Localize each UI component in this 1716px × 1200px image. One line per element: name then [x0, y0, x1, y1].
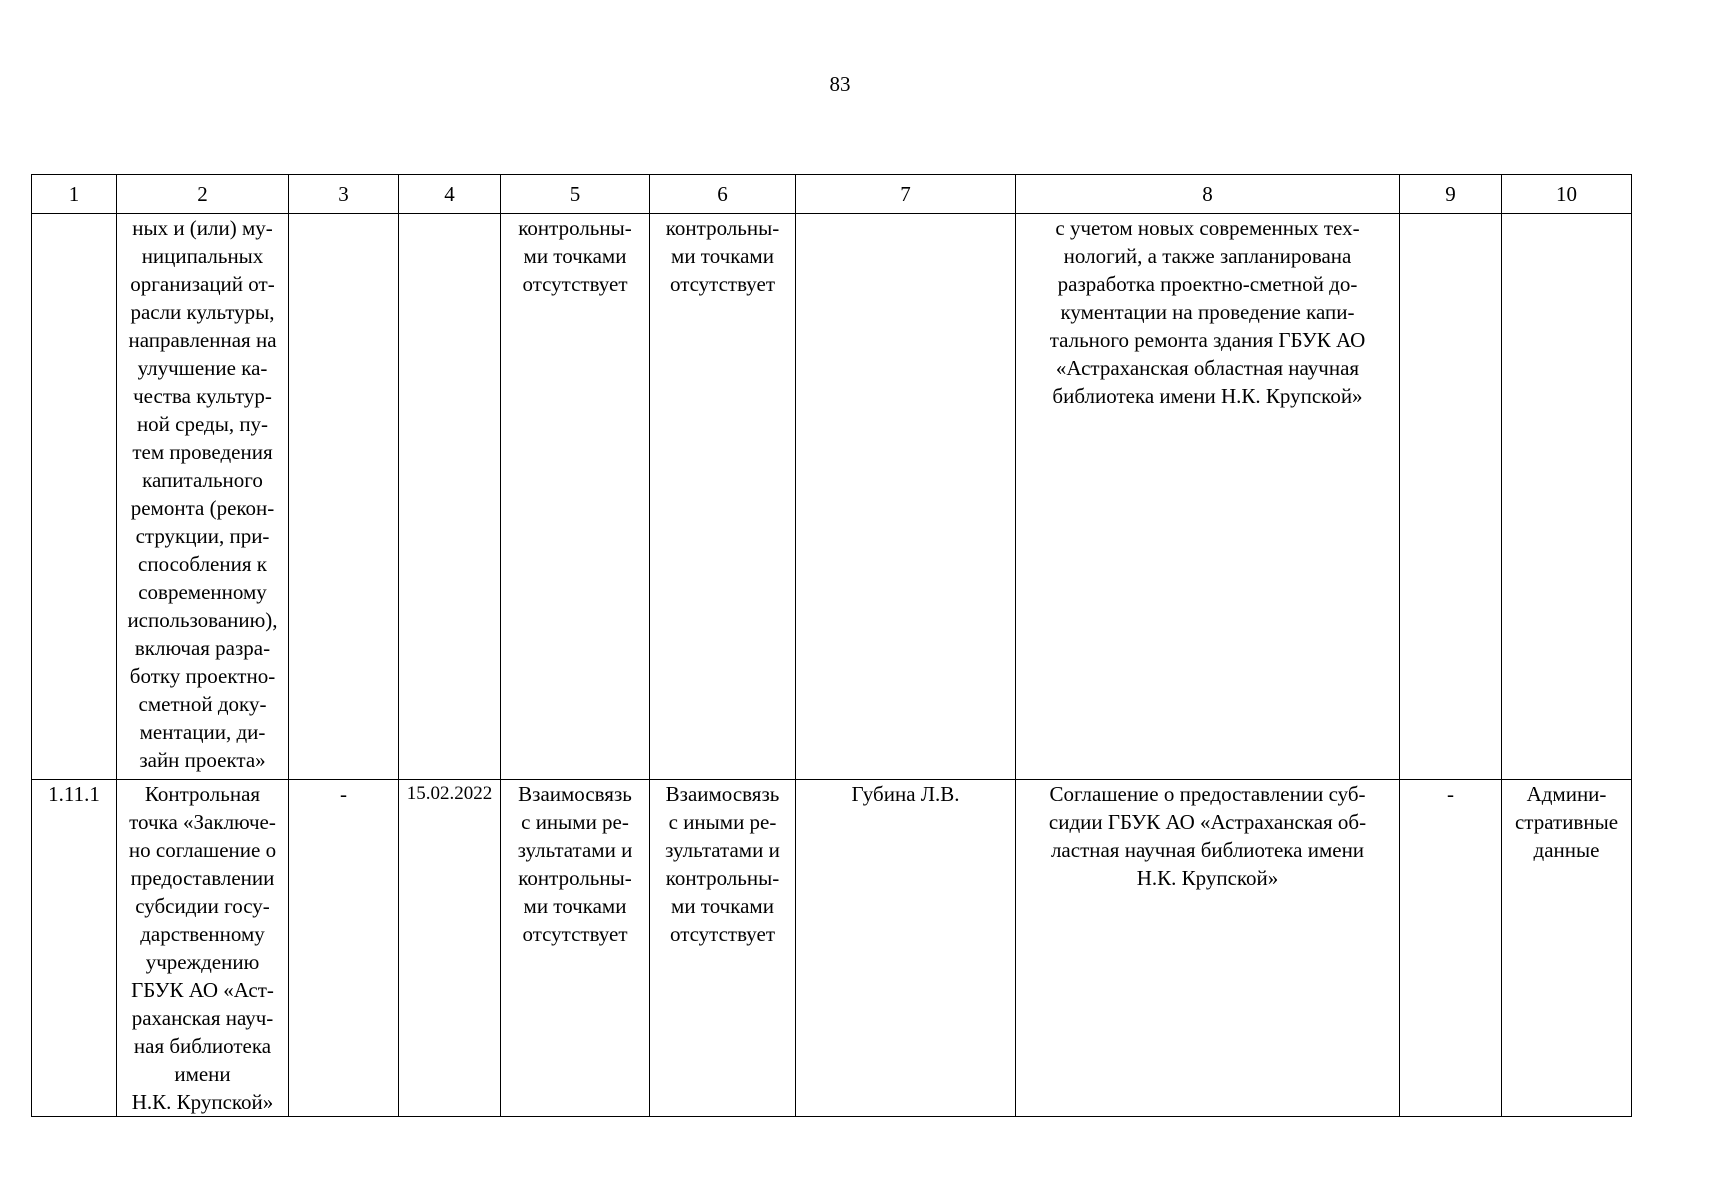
cell-line: ментации, ди- [139, 720, 266, 744]
cell-line: с учетом новых современных тех- [1055, 216, 1360, 240]
table-row [32, 780, 1632, 1117]
cell-line: Н.К. Крупской» [131, 1090, 274, 1114]
cell-line: отсутствует [669, 272, 776, 296]
cell-line: ремонта (рекон- [130, 496, 275, 520]
cell-line: ми точками [671, 894, 774, 918]
column-header: 3 [289, 175, 399, 214]
cell-line: субсидии госу- [135, 894, 270, 918]
cell-line: отсутствует [522, 272, 628, 296]
cell-line: контрольны- [665, 216, 780, 240]
cell-line: улучшение ка- [137, 356, 268, 380]
cell-source [1502, 214, 1632, 780]
cell-date [399, 214, 501, 780]
cell-number: 1.11.1 [32, 780, 117, 1117]
cell-line: направленная на [128, 328, 277, 352]
cell-relation-next [650, 214, 796, 780]
cell-line: точка «Заключе- [129, 810, 276, 834]
cell-line: «Астраханская областная научная [1055, 356, 1360, 380]
cell-line: с иными ре- [668, 810, 777, 834]
cell-line: ной среды, пу- [136, 412, 269, 436]
cell-line: организаций от- [130, 272, 275, 296]
cell-line: расли культуры, [130, 300, 275, 324]
cell-line: ми точками [523, 244, 627, 268]
cell-date: 15.02.2022 [399, 780, 501, 1117]
cell-line: Взаимосвязь [665, 782, 780, 806]
cell-line: учреждению [145, 950, 260, 974]
cell-line: Админи- [1526, 782, 1607, 806]
column-header: 8 [1016, 175, 1400, 214]
cell-line: ГБУК АО «Аст- [131, 978, 274, 1002]
cell-col9: - [1400, 780, 1502, 1117]
cell-description [117, 780, 289, 1117]
cell-line: Соглашение о предоставлении суб- [1049, 782, 1366, 806]
cell-line: но соглашение о [128, 838, 277, 862]
cell-line: ми точками [671, 244, 774, 268]
plan-table [31, 174, 1632, 1117]
cell-col3 [289, 214, 399, 780]
cell-line: ниципальных [141, 244, 264, 268]
cell-number [32, 214, 117, 780]
cell-line: контрольны- [518, 866, 632, 890]
cell-line: стративные [1514, 810, 1619, 834]
cell-line: Н.К. Крупской» [1136, 866, 1279, 890]
column-header: 9 [1400, 175, 1502, 214]
cell-line: контрольны- [518, 216, 632, 240]
column-header: 4 [399, 175, 501, 214]
column-header: 5 [501, 175, 650, 214]
cell-line: ластная научная библиотека имени [1050, 838, 1365, 862]
cell-line: ми точками [523, 894, 627, 918]
cell-line: чества культур- [133, 384, 272, 408]
cell-line: ных и (или) му- [132, 216, 273, 240]
cell-responsible [796, 214, 1016, 780]
cell-line: имени [174, 1062, 231, 1086]
cell-line: отсутствует [669, 922, 776, 946]
cell-result [1016, 780, 1400, 1117]
cell-line: тем проведения [132, 440, 273, 464]
cell-line: разработка проектно-сметной до- [1057, 272, 1358, 296]
cell-line: отсутствует [522, 922, 628, 946]
cell-source [1502, 780, 1632, 1117]
cell-line: зайн проекта» [139, 748, 266, 772]
cell-line: раханская науч- [131, 1006, 274, 1030]
cell-line: дарственному [140, 922, 265, 946]
cell-description [117, 214, 289, 780]
cell-line: Контрольная [144, 782, 261, 806]
cell-line: зультатами и [665, 838, 780, 862]
cell-line: тального ремонта здания ГБУК АО [1049, 328, 1366, 352]
cell-line: сидии ГБУК АО «Астраханская об- [1048, 810, 1367, 834]
cell-line: современному [138, 580, 267, 604]
cell-line: Взаимосвязь [518, 782, 632, 806]
table-row [32, 214, 1632, 780]
cell-line: струкции, при- [135, 524, 270, 548]
cell-col3: - [289, 780, 399, 1117]
cell-line: капитального [142, 468, 263, 492]
column-header: 1 [32, 175, 117, 214]
cell-line: данные [1533, 838, 1600, 862]
header-row [32, 175, 1632, 214]
cell-line: предоставлении [130, 866, 275, 890]
cell-relation-next [650, 780, 796, 1117]
cell-relation-prev [501, 214, 650, 780]
cell-result [1016, 214, 1400, 780]
column-header: 6 [650, 175, 796, 214]
cell-line: включая разра- [134, 636, 271, 660]
cell-col9 [1400, 214, 1502, 780]
column-header: 7 [796, 175, 1016, 214]
cell-line: нологий, а также запланирована [1063, 244, 1352, 268]
cell-line: сметной доку- [138, 692, 267, 716]
cell-responsible: Губина Л.В. [796, 780, 1016, 1117]
column-header: 2 [117, 175, 289, 214]
cell-line: способления к [138, 552, 267, 576]
cell-line: использованию), [127, 608, 278, 632]
cell-line: библиотека имени Н.К. Крупской» [1052, 384, 1363, 408]
cell-line: ботку проектно- [129, 664, 276, 688]
page-number: 83 [829, 72, 851, 96]
cell-line: ная библиотека [133, 1034, 272, 1058]
cell-line: зультатами и [517, 838, 633, 862]
cell-line: кументации на проведение капи- [1060, 300, 1355, 324]
cell-relation-prev [501, 780, 650, 1117]
cell-line: контрольны- [665, 866, 780, 890]
cell-line: с иными ре- [521, 810, 629, 834]
column-header: 10 [1502, 175, 1632, 214]
